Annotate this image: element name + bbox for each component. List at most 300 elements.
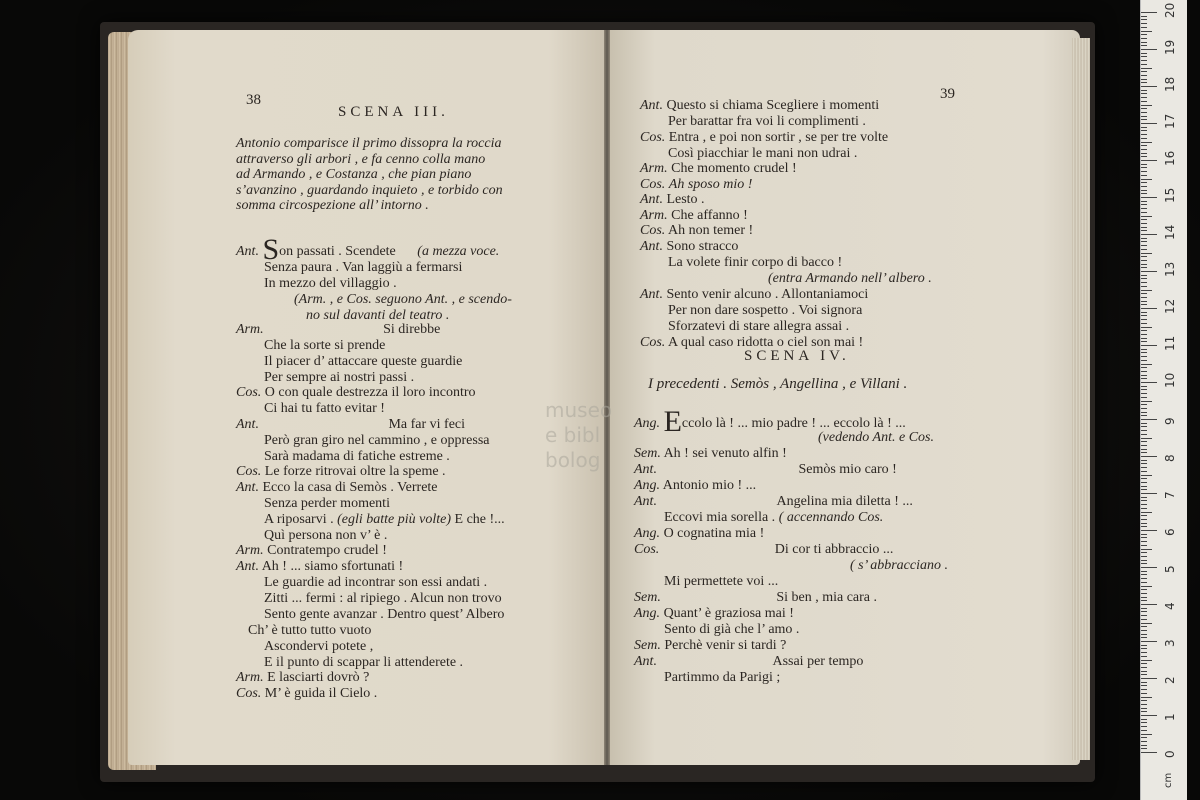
ruler-tick: [1141, 656, 1147, 657]
watermark-line: museo: [545, 398, 613, 422]
ruler-tick: [1141, 619, 1147, 620]
speaker: Cos.: [236, 464, 262, 479]
ruler-number: 13: [1163, 261, 1177, 277]
ruler-tick: [1141, 75, 1147, 76]
dialogue-line: [236, 385, 476, 401]
ruler-tick: [1141, 515, 1147, 516]
line-text: Si ben , mia cara .: [776, 590, 878, 605]
ruler-tick: [1141, 142, 1152, 143]
ruler-number: 4: [1163, 602, 1177, 610]
dialogue-line: [236, 686, 377, 702]
ruler-tick: [1141, 345, 1157, 346]
ruler-tick: [1141, 415, 1147, 416]
ruler-tick: [1141, 304, 1147, 305]
stage-note: (entra Armando nell’ albero .: [768, 271, 932, 286]
speaker: Ant.: [236, 244, 259, 259]
line-text: Che momento crudel !: [671, 161, 797, 176]
ruler-tick: [1141, 752, 1157, 753]
ruler-number: 7: [1163, 491, 1177, 499]
dialogue-line: [634, 606, 794, 622]
ruler-tick: [1141, 156, 1147, 157]
line-text: Ah sposo mio !: [668, 177, 753, 192]
line-text: Ah ! ... siamo sfortunati !: [261, 559, 404, 574]
dialogue-line: [236, 322, 440, 338]
ruler-tick: [1141, 186, 1147, 187]
ruler-tick: [1141, 82, 1147, 83]
speaker: Cos.: [640, 335, 666, 350]
dialogue-line: [640, 177, 752, 193]
library-watermark: [545, 398, 612, 473]
ruler-tick: [1141, 593, 1147, 594]
ruler-tick: [1141, 201, 1147, 202]
ruler-tick: [1141, 42, 1147, 43]
dialogue-line: [640, 239, 738, 255]
ruler-tick: [1141, 378, 1147, 379]
dialogue-line: [634, 478, 756, 494]
ruler-tick: [1141, 386, 1147, 387]
speaker: Arm.: [640, 161, 668, 176]
ruler-number: 3: [1163, 639, 1177, 647]
ruler-tick: [1141, 722, 1147, 723]
ruler-tick: [1141, 53, 1147, 54]
speaker: Ang.: [634, 606, 661, 621]
ruler-tick: [1141, 127, 1147, 128]
ruler-tick: [1141, 597, 1147, 598]
ruler-tick: [1141, 526, 1147, 527]
dialogue-line: Per barattar fra voi li complimenti .: [668, 114, 866, 129]
ruler-tick: [1141, 745, 1147, 746]
ruler-tick: [1141, 545, 1147, 546]
ruler-tick: [1141, 234, 1157, 235]
right-page: [608, 30, 1080, 765]
speaker: Ant.: [634, 654, 657, 669]
line-text: on passati . Scendete: [279, 244, 396, 259]
ruler-tick: [1141, 323, 1147, 324]
speaker: Ang.: [634, 526, 661, 541]
ruler-tick: [1141, 530, 1157, 531]
ruler-tick: [1141, 708, 1147, 709]
ruler-tick: [1141, 356, 1147, 357]
ruler-number: 6: [1163, 528, 1177, 536]
right-page-edges: [1072, 38, 1090, 760]
ruler-tick: [1141, 660, 1152, 661]
ruler-tick: [1141, 230, 1147, 231]
line-text: Assai per tempo: [772, 654, 864, 669]
ruler-tick: [1141, 471, 1147, 472]
speaker: Sem.: [634, 590, 661, 605]
ruler-tick: [1141, 286, 1147, 287]
line-text: Eccovi mia sorella .: [664, 510, 776, 525]
dialogue-line: Mi permettete voi ...: [664, 574, 779, 589]
ruler-number: 11: [1163, 335, 1177, 351]
stage-direction-line: attraverso gli arbori , e fa cenno colla mano: [236, 152, 486, 167]
ruler-tick: [1141, 204, 1147, 205]
dialogue-line: [640, 287, 868, 303]
ruler-tick: [1141, 86, 1157, 87]
ruler-tick: [1141, 31, 1152, 32]
drop-cap: S: [262, 233, 280, 266]
dialogue-line: Senza paura . Van laggiù a fermarsi: [264, 260, 463, 275]
ruler-tick: [1141, 49, 1157, 50]
speaker: Arm.: [236, 670, 264, 685]
ruler-number: 14: [1163, 224, 1177, 240]
speaker: Cos.: [640, 223, 666, 238]
ruler-tick: [1141, 97, 1147, 98]
scene-heading: SCENA IV.: [744, 348, 850, 364]
ruler-tick: [1141, 382, 1157, 383]
ruler-tick: [1141, 90, 1147, 91]
ruler-tick: [1141, 101, 1147, 102]
dialogue-line: Sento di già che l’ amo .: [664, 622, 800, 637]
ruler-tick: [1141, 730, 1147, 731]
ruler-tick: [1141, 534, 1147, 535]
ruler-tick: [1141, 604, 1157, 605]
ruler-tick: [1141, 375, 1147, 376]
ruler-tick: [1141, 149, 1147, 150]
speaker: Sem.: [634, 446, 661, 461]
ruler-tick: [1141, 663, 1147, 664]
line-text: Entra , e poi non sortir , se per tre volte: [668, 130, 889, 145]
ruler-tick: [1141, 630, 1147, 631]
ruler-tick: [1141, 552, 1147, 553]
ruler-tick: [1141, 667, 1147, 668]
speaker: Ant.: [634, 462, 657, 477]
speaker: Ang.: [634, 416, 661, 431]
dialogue-line: [634, 542, 893, 558]
speaker: Cos.: [634, 542, 660, 557]
ruler-tick: [1141, 563, 1147, 564]
ruler-tick: [1141, 349, 1147, 350]
line-text: Ecco la casa di Semòs . Verrete: [262, 480, 438, 495]
stage-direction-line: s’avanzino , guardando inquieto , e torbido con: [236, 183, 503, 198]
ruler-tick: [1141, 179, 1152, 180]
ruler-tick: [1141, 116, 1147, 117]
ruler-tick: [1141, 223, 1147, 224]
ruler-number: 12: [1163, 298, 1177, 314]
dialogue-line: [236, 670, 369, 686]
line-text: Di cor ti abbraccio ...: [774, 542, 894, 557]
ruler-tick: [1141, 541, 1147, 542]
ruler-tick: [1141, 652, 1147, 653]
ruler-tick: [1141, 475, 1152, 476]
ruler-tick: [1141, 445, 1147, 446]
ruler-tick: [1141, 404, 1147, 405]
ruler-tick: [1141, 419, 1157, 420]
dialogue-line: Il piacer d’ attaccare queste guardie: [264, 354, 463, 369]
line-text: A riposarvi .: [264, 512, 334, 527]
ruler-tick: [1141, 556, 1147, 557]
ruler-tick: [1141, 68, 1152, 69]
dialogue-line: Ch’ è tutto tutto vuoto: [248, 623, 372, 638]
ruler-tick: [1141, 389, 1147, 390]
ruler-tick: [1141, 711, 1147, 712]
ruler-number: 16: [1163, 150, 1177, 166]
ruler-number: 17: [1163, 113, 1177, 129]
dialogue-line: Sforzatevi di stare allegra assai .: [668, 319, 850, 334]
ruler-tick: [1141, 489, 1147, 490]
ruler-tick: [1141, 308, 1157, 309]
ruler-tick: [1141, 426, 1147, 427]
line-text: Ah non temer !: [668, 223, 754, 238]
ruler-tick: [1141, 497, 1147, 498]
speaker: Cos.: [236, 385, 262, 400]
ruler-tick: [1141, 523, 1147, 524]
ruler-tick: [1141, 171, 1147, 172]
ruler-tick: [1141, 600, 1147, 601]
stage-direction: I precedenti . Semòs , Angellina , e Villani .: [648, 376, 908, 392]
ruler-number: 8: [1163, 454, 1177, 462]
ruler-tick: [1141, 697, 1152, 698]
speaker: Cos.: [236, 686, 262, 701]
measuring-ruler: [1140, 0, 1187, 800]
dialogue-line: [640, 223, 753, 239]
ruler-tick: [1141, 741, 1147, 742]
ruler-tick: [1141, 267, 1147, 268]
ruler-tick: [1141, 56, 1147, 57]
line-text: Le forze ritrovai oltre la speme .: [264, 464, 446, 479]
ruler-tick: [1141, 549, 1152, 550]
ruler-tick: [1141, 253, 1152, 254]
line-text: Lesto .: [666, 192, 705, 207]
ruler-tick: [1141, 119, 1147, 120]
ruler-tick: [1141, 297, 1147, 298]
ruler-tick: [1141, 367, 1147, 368]
ruler-tick: [1141, 93, 1147, 94]
ruler-tick: [1141, 608, 1147, 609]
ruler-tick: [1141, 145, 1147, 146]
dialogue-line: [640, 208, 748, 224]
dialogue-line: [640, 161, 797, 177]
ruler-tick: [1141, 301, 1147, 302]
ruler-tick: [1141, 748, 1147, 749]
ruler-tick: [1141, 34, 1147, 35]
dialogue-line: [236, 559, 403, 575]
ruler-tick: [1141, 560, 1147, 561]
stage-note: (vedendo Ant. e Cos.: [818, 430, 934, 445]
ruler-tick: [1141, 401, 1152, 402]
dialogue-line: [236, 417, 465, 433]
stage-direction-line: ad Armando , e Costanza , che pian piano: [236, 167, 472, 182]
dialogue-line: [236, 233, 500, 266]
ruler-tick: [1141, 23, 1147, 24]
dialogue-line: Le guardie ad incontrar son essi andati .: [264, 575, 488, 590]
ruler-tick: [1141, 482, 1147, 483]
ruler-tick: [1141, 486, 1147, 487]
stage-direction-line: Antonio comparisce il primo dissopra la roccia: [236, 136, 502, 151]
ruler-tick: [1141, 689, 1147, 690]
ruler-tick: [1141, 193, 1147, 194]
page-number: 38: [246, 92, 261, 108]
dialogue-line: E il punto di scappar li attenderete .: [264, 655, 464, 670]
left-page: [128, 30, 606, 765]
ruler-tick: [1141, 130, 1147, 131]
ruler-tick: [1141, 105, 1152, 106]
dialogue-line: Ci hai tu fatto evitar !: [264, 401, 385, 416]
ruler-tick: [1141, 645, 1147, 646]
stage-note: (Arm. , e Cos. seguono Ant. , e scendo-: [294, 292, 512, 307]
watermark-line: e bibl: [545, 423, 601, 447]
dialogue-line: Sento gente avanzar . Dentro quest’ Albero: [264, 607, 505, 622]
line-text: Questo si chiama Scegliere i momenti: [666, 98, 880, 113]
ruler-tick: [1141, 282, 1147, 283]
ruler-tick: [1141, 64, 1147, 65]
dialogue-line: Che la sorte si prende: [264, 338, 386, 353]
ruler-tick: [1141, 537, 1147, 538]
ruler-tick: [1141, 241, 1147, 242]
ruler-tick: [1141, 519, 1147, 520]
ruler-tick: [1141, 397, 1147, 398]
speaker: Ant.: [640, 98, 663, 113]
ruler-tick: [1141, 500, 1147, 501]
ruler-tick: [1141, 582, 1147, 583]
ruler-tick: [1141, 678, 1157, 679]
ruler-tick: [1141, 245, 1147, 246]
ruler-tick: [1141, 434, 1147, 435]
ruler-tick: [1141, 60, 1147, 61]
ruler-tick: [1141, 574, 1147, 575]
ruler-tick: [1141, 123, 1157, 124]
ruler-tick: [1141, 352, 1147, 353]
speaker: Ant.: [236, 417, 259, 432]
speaker: Sem.: [634, 638, 661, 653]
ruler-tick: [1141, 45, 1147, 46]
ruler-tick: [1141, 271, 1157, 272]
dialogue-line: [264, 512, 505, 528]
ruler-tick: [1141, 571, 1147, 572]
speaker: Arm.: [640, 208, 668, 223]
line-text: E che !...: [454, 512, 505, 527]
dialogue-line: [640, 192, 705, 208]
ruler-tick: [1141, 449, 1147, 450]
ruler-tick: [1141, 393, 1147, 394]
ruler-tick: [1141, 648, 1147, 649]
dialogue-line: [236, 543, 387, 559]
ruler-tick: [1141, 589, 1147, 590]
dialogue-line: Però gran giro nel cammino , e oppressa: [264, 433, 490, 448]
ruler-tick: [1141, 626, 1147, 627]
dialogue-line: [640, 130, 888, 146]
ruler-tick: [1141, 264, 1147, 265]
ruler-tick: [1141, 726, 1147, 727]
ruler-number: 15: [1163, 187, 1177, 203]
ruler-tick: [1141, 112, 1147, 113]
ruler-tick: [1141, 175, 1147, 176]
dialogue-line: [236, 464, 446, 480]
ruler-tick: [1141, 438, 1152, 439]
line-text: Si direbbe: [383, 322, 441, 337]
ruler-tick: [1141, 637, 1147, 638]
speaker: Ant.: [634, 494, 657, 509]
ruler-tick: [1141, 693, 1147, 694]
stage-note: no sul davanti del teatro .: [306, 308, 450, 323]
dialogue-line: Così piacchiar le mani non udrai .: [668, 146, 858, 161]
ruler-tick: [1141, 441, 1147, 442]
line-text: Antonio mio ! ...: [662, 478, 757, 493]
line-text: Che affanno !: [671, 208, 748, 223]
ruler-tick: [1141, 364, 1152, 365]
ruler-tick: [1141, 463, 1147, 464]
dialogue-line: Ascondervi potete ,: [264, 639, 374, 654]
line-text: O cognatina mia !: [663, 526, 765, 541]
ruler-tick: [1141, 512, 1152, 513]
ruler-number: 10: [1163, 372, 1177, 388]
ruler-tick: [1141, 278, 1147, 279]
ruler-number: 20: [1163, 2, 1177, 18]
ruler-tick: [1141, 634, 1147, 635]
ruler-tick: [1141, 341, 1147, 342]
dialogue-line: Zitti ... fermi : al ripiego . Alcun non trovo: [264, 591, 502, 606]
ruler-tick: [1141, 615, 1147, 616]
ruler-tick: [1141, 430, 1147, 431]
ruler-tick: [1141, 256, 1147, 257]
line-text: O con quale destrezza il loro incontro: [264, 385, 476, 400]
ruler-tick: [1141, 734, 1152, 735]
ruler-tick: [1141, 682, 1147, 683]
ruler-tick: [1141, 641, 1157, 642]
ruler-tick: [1141, 467, 1147, 468]
line-text: Sento venir alcuno . Allontaniamoci: [666, 287, 869, 302]
speaker: Ant.: [640, 287, 663, 302]
dialogue-line: [634, 638, 786, 654]
ruler-tick: [1141, 674, 1147, 675]
ruler-tick: [1141, 208, 1147, 209]
ruler-tick: [1141, 408, 1147, 409]
ruler-tick: [1141, 312, 1147, 313]
speaker: Cos.: [640, 130, 666, 145]
ruler-tick: [1141, 12, 1157, 13]
speaker: Ant.: [236, 480, 259, 495]
ruler-tick: [1141, 249, 1147, 250]
ruler-number: 2: [1163, 676, 1177, 684]
line-text: E lasciarti dovrò ?: [267, 670, 370, 685]
ruler-tick: [1141, 71, 1147, 72]
line-text: Semòs mio caro !: [798, 462, 897, 477]
ruler-tick: [1141, 290, 1152, 291]
ruler-number: 0: [1163, 750, 1177, 758]
ruler-tick: [1141, 216, 1152, 217]
ruler-tick: [1141, 108, 1147, 109]
dialogue-line: La volete finir corpo di bacco !: [668, 255, 843, 270]
speaker: Ang.: [634, 478, 661, 493]
dialogue-line: Per non dare sospetto . Voi signora: [668, 303, 863, 318]
ruler-tick: [1141, 423, 1147, 424]
ruler-tick: [1141, 182, 1147, 183]
ruler-tick: [1141, 460, 1147, 461]
ruler-tick: [1141, 685, 1147, 686]
ruler-tick: [1141, 315, 1147, 316]
ruler-tick: [1141, 412, 1147, 413]
ruler-tick: [1141, 293, 1147, 294]
ruler-tick: [1141, 330, 1147, 331]
dialogue-line: [634, 462, 897, 478]
ruler-tick: [1141, 134, 1147, 135]
speaker: Cos.: [640, 177, 666, 192]
dialogue-line: Senza perder momenti: [264, 496, 390, 511]
ruler-tick: [1141, 508, 1147, 509]
line-text: Ah ! sei venuto alfin !: [663, 446, 787, 461]
ruler-tick: [1141, 586, 1152, 587]
dialogue-line: Quì persona non v’ è .: [264, 528, 388, 543]
speaker: Ant.: [236, 559, 259, 574]
ruler-tick: [1141, 700, 1147, 701]
scene-heading: SCENA III.: [338, 104, 449, 120]
dialogue-line: [634, 494, 913, 510]
dialogue-line: [664, 510, 883, 526]
stage-note: (egli batte più volte): [337, 512, 452, 527]
line-text: M’ è guida il Cielo .: [264, 686, 378, 701]
ruler-number: 9: [1163, 417, 1177, 425]
ruler-tick: [1141, 19, 1147, 20]
